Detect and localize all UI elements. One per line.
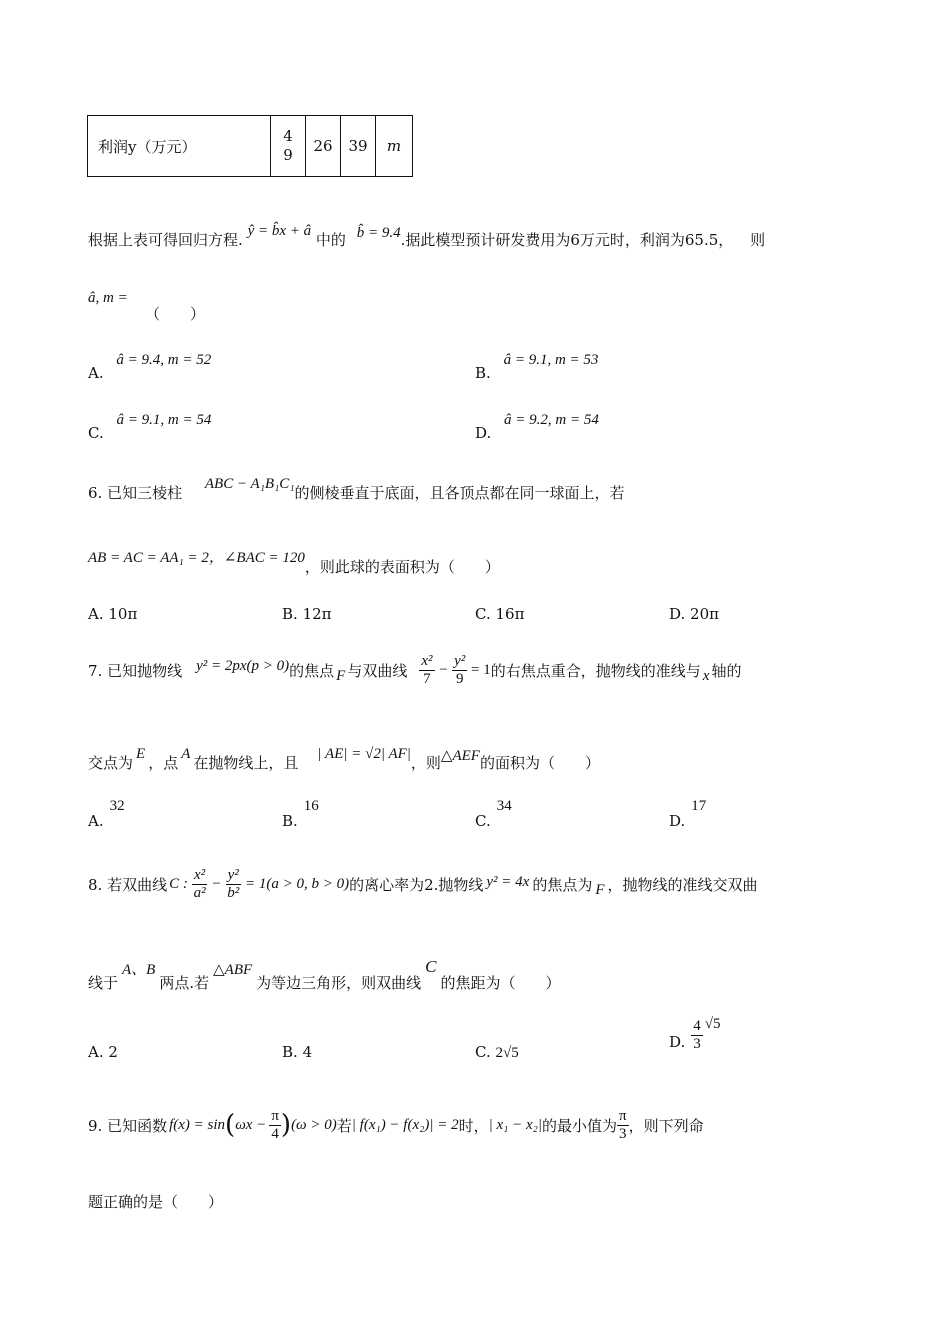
q7-focus-f: F — [336, 667, 346, 684]
frac-den: a² — [193, 884, 206, 901]
q7-text-7: 在抛物线上，且 — [193, 754, 299, 772]
q9-text-2: 时， — [458, 1116, 489, 1135]
q8-triangle: △ABF — [213, 962, 253, 978]
option-value: 17 — [691, 798, 707, 814]
option-letter: C. — [475, 1043, 491, 1061]
q7-x-axis: x — [702, 667, 710, 684]
intro-text-3: .据此模型预计研发费用为6万元时，利润为65.5， — [400, 231, 734, 249]
option-letter: D. — [669, 812, 686, 830]
frac-den: 7 — [423, 670, 431, 687]
q7-text-5: 交点为 — [88, 754, 134, 772]
q7-option-a[interactable] — [88, 798, 125, 831]
q8-parabola: y² = 4x — [486, 873, 530, 890]
q6-option-c[interactable] — [475, 605, 524, 623]
option-value: 16π — [495, 605, 525, 623]
intro-line — [88, 223, 766, 250]
frac-num: x² — [421, 652, 433, 669]
q7-point-a: A — [181, 746, 191, 762]
q7-text-2: 与双曲线 — [347, 661, 408, 680]
q7-text-1: 的焦点 — [289, 661, 335, 680]
q9-abs-1: | f(x₁) − f(x₂)| = 2 — [351, 1116, 459, 1133]
intro-text-2: 中的 — [315, 231, 346, 249]
q9-text-3: 的最小值为 — [541, 1116, 617, 1135]
option-letter: B. — [282, 1043, 298, 1061]
q8-text-2: 的焦点为 — [532, 875, 593, 894]
right-paren: ) — [280, 1110, 292, 1140]
q8-points-ab: A、B — [122, 962, 156, 978]
q8-option-b[interactable] — [282, 1043, 312, 1061]
option-math: â = 9.1, m = 54 — [116, 412, 212, 428]
option-value: 2 — [108, 1043, 118, 1061]
intro-text-4: 则 — [750, 231, 766, 249]
table-row — [88, 116, 413, 177]
q8-stem — [88, 856, 758, 912]
q9-number: 9. 已知函数 — [88, 1116, 168, 1135]
q6-number: 6. 已知三棱柱 — [88, 484, 183, 502]
q8-option-c[interactable] — [475, 1043, 519, 1062]
q9-abs-2: | x₁ − x₂| — [488, 1116, 542, 1133]
q8-text-7: 的焦距为（ ） — [440, 974, 561, 992]
q9-stem — [88, 1100, 704, 1150]
q6-text-b: ，则此球的表面积为（ ） — [304, 558, 500, 576]
option-letter: A. — [88, 605, 104, 623]
frac-den: b² — [227, 884, 240, 901]
option-letter: D. — [669, 1033, 686, 1051]
q7-parabola: y² = 2px(p > 0) — [196, 657, 290, 674]
option-value: 20π — [690, 605, 719, 623]
hyperbola-rhs: = 1 — [471, 661, 491, 678]
q7-triangle: △AEF — [440, 748, 480, 764]
q7-text-3: 的右焦点重合，抛物线的准线与 — [490, 661, 701, 680]
q6-option-d[interactable] — [669, 605, 719, 623]
q6-option-a[interactable] — [88, 605, 137, 623]
data-table — [87, 115, 413, 177]
q8-option-a[interactable] — [88, 1043, 118, 1061]
q9-function: f(x) = sin — [169, 1116, 226, 1133]
option-letter: C. — [475, 812, 491, 830]
q6-condition-line — [88, 550, 500, 577]
q7-line-2 — [88, 746, 600, 773]
ask-paren: （ ） — [145, 305, 206, 323]
b-hat-value: b̂ = 9.4 — [356, 225, 401, 241]
frac-den: 3 — [693, 1036, 701, 1052]
q8-text-4: 线于 — [88, 974, 119, 992]
q9-text-1: 若 — [336, 1116, 352, 1135]
hyperbola-name: C : — [169, 875, 188, 892]
option-letter: D. — [475, 424, 492, 442]
option-value: 16 — [303, 798, 319, 814]
q5-option-c[interactable] — [88, 412, 212, 443]
intro-text-1: 根据上表可得回归方程. — [88, 231, 243, 249]
option-letter: B. — [282, 605, 298, 623]
option-letter: C. — [475, 605, 491, 623]
table-cell-1: 4 9 — [271, 116, 306, 177]
frac-den: 9 — [455, 670, 464, 687]
q7-stem — [88, 645, 741, 695]
option-letter: C. — [88, 424, 104, 442]
q7-option-c[interactable] — [475, 798, 512, 831]
left-paren: ( — [225, 1110, 236, 1140]
option-math: â = 9.1, m = 53 — [503, 352, 599, 368]
option-value: 4 — [302, 1043, 313, 1061]
q7-point-e: E — [136, 746, 146, 762]
option-letter: A. — [88, 812, 104, 830]
frac-num: 4 — [693, 1018, 701, 1034]
option-letter: B. — [282, 812, 298, 830]
q8-hyperbola: C : $\frac{\text{x²}}{\text{a²}}$ − $\frac{\text{y²}}{\text{b²}}$ = 1(a > 0, b > 0) — [169, 866, 350, 901]
frac-den: 3 — [619, 1125, 627, 1142]
q7-hyperbola: $\frac{\text{x²}}{7}$ − $\frac{\text{y²}}{9}$ = 1 — [421, 652, 491, 687]
q8-text-6: 为等边三角形，则双曲线 — [256, 974, 422, 992]
q9-text-4: ，则下列命 — [628, 1116, 704, 1135]
frac-num: y² — [454, 652, 466, 669]
q6-condition: AB = AC = AA₁ = 2，∠BAC = 120 — [88, 550, 305, 566]
frac-num: π — [271, 1107, 279, 1124]
q7-option-d[interactable] — [669, 798, 707, 831]
q8-text-3: ，抛物线的准线交双曲 — [607, 875, 758, 894]
option-value: 34 — [496, 798, 512, 814]
option-value: 2√5 — [495, 1045, 519, 1061]
frac-num: x² — [194, 866, 206, 883]
q8-hyperbola-c: C — [425, 957, 437, 976]
hyperbola-rhs: = 1(a > 0, b > 0) — [244, 875, 350, 892]
option-letter: A. — [88, 364, 104, 382]
q6-option-b[interactable] — [282, 605, 332, 623]
q7-condition: | AE| = √2| AF| — [317, 746, 411, 762]
q9-line-2: 题正确的是（ ） — [88, 1193, 224, 1211]
ask-math: â, m = — [88, 290, 128, 306]
option-radical: √5 — [704, 1016, 721, 1032]
q6-stem — [88, 476, 625, 503]
frac-num: π — [619, 1107, 627, 1124]
option-value: 12π — [302, 605, 332, 623]
q8-number: 8. 若双曲线 — [88, 875, 168, 894]
option-letter: B. — [475, 364, 491, 382]
option-letter: A. — [88, 1043, 104, 1061]
q8-text-1: 的离心率为2.抛物线 — [349, 875, 484, 894]
q6-text-a: 的侧棱垂直于底面，且各顶点都在同一球面上，若 — [294, 484, 625, 502]
regression-equation: ŷ = b̂x + â — [247, 223, 312, 239]
q8-option-d[interactable] — [669, 1016, 721, 1053]
frac-den: 4 — [271, 1125, 279, 1142]
q7-text-9: 的面积为（ ） — [479, 754, 600, 772]
q7-number: 7. 已知抛物线 — [88, 661, 183, 680]
q5-option-d[interactable] — [475, 412, 599, 443]
q7-option-b[interactable] — [282, 798, 319, 831]
q8-text-5: 两点.若 — [159, 974, 210, 992]
q7-text-8: ，则 — [410, 754, 441, 772]
q5-option-b[interactable] — [475, 352, 599, 383]
q8-focus-f: F — [595, 881, 605, 898]
q9-omega-cond: (ω > 0) — [291, 1116, 337, 1133]
option-math: â = 9.4, m = 52 — [116, 352, 212, 368]
table-label: 利润y（万元） — [88, 116, 271, 177]
q5-option-a[interactable] — [88, 352, 212, 383]
q7-text-4: 轴的 — [711, 661, 742, 680]
q7-text-6: ，点 — [148, 754, 179, 772]
frac-num: y² — [227, 866, 239, 883]
table-cell-4: m — [376, 116, 413, 177]
q9-omega-x: ωx − — [235, 1116, 267, 1133]
option-value: 32 — [109, 798, 125, 814]
table-cell-2: 26 — [306, 116, 341, 177]
q6-prism: ABC − A₁B₁C₁ — [204, 476, 295, 492]
option-math: â = 9.2, m = 54 — [504, 412, 599, 428]
q8-line-2 — [88, 957, 561, 993]
option-letter: D. — [669, 605, 686, 623]
table-cell-3: 39 — [341, 116, 376, 177]
option-value: 10π — [108, 605, 138, 623]
